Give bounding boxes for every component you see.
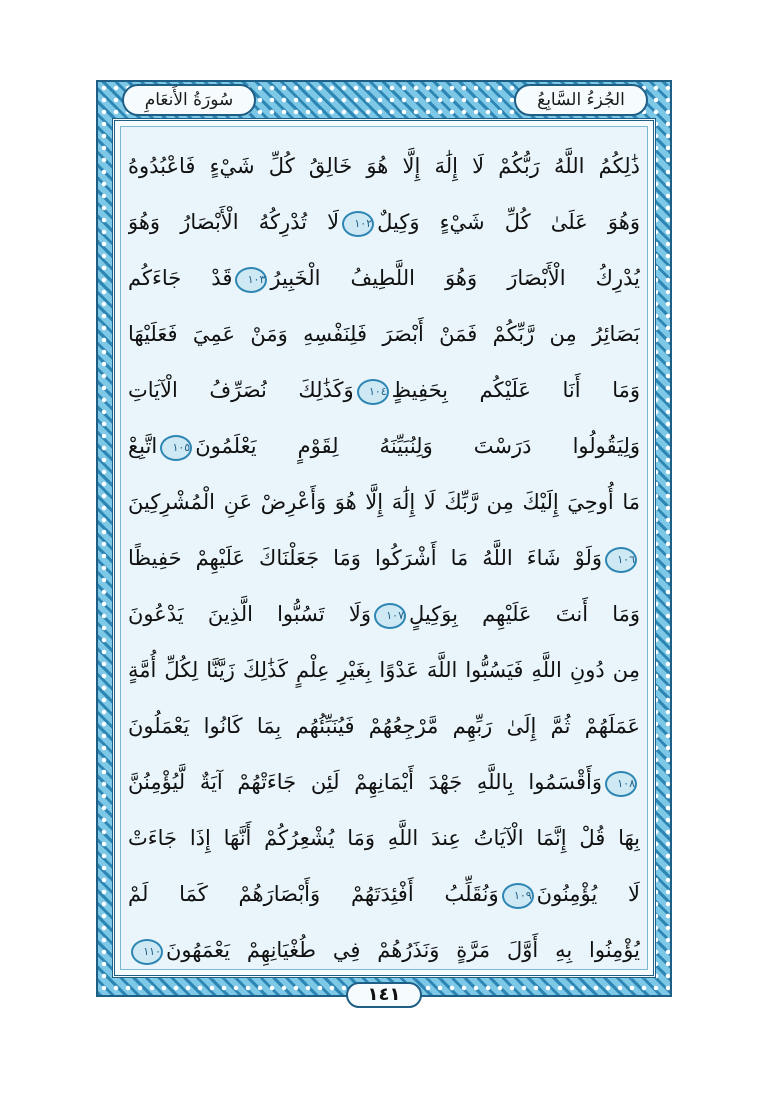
ayah-number-marker: ١٠٦ bbox=[605, 547, 637, 573]
verse-line bbox=[128, 474, 640, 530]
verse-text: يُدْرِكُ الْأَبْصَارَ وَهُوَ اللَّطِيفُ الْخَبِيرُ bbox=[270, 266, 640, 290]
ayah-number-marker: ١٠٢ bbox=[342, 211, 374, 237]
verse-line bbox=[128, 586, 640, 642]
verse-text: وَلَا تَسُبُّوا الَّذِينَ يَدْعُونَ bbox=[128, 602, 371, 626]
verse-text: وَهُوَ عَلَىٰ كُلِّ شَيْءٍ وَكِيلٌ bbox=[377, 210, 640, 234]
verse-text: مِن دُونِ اللَّهِ فَيَسُبُّوا اللَّهَ عَدْوًا بِغَيْرِ عِلْمٍ كَذَٰلِكَ زَيَّنَّا لِكُلِّ أُمَّةٍ bbox=[128, 658, 640, 682]
verse-line bbox=[128, 866, 640, 922]
juz-name-header: الجُزءُ السَّابِعُ bbox=[514, 84, 648, 116]
ayah-number-marker: ١٠٥ bbox=[160, 435, 192, 461]
verse-text: اتَّبِعْ bbox=[128, 434, 158, 458]
verse-text: مَا أُوحِيَ إِلَيْكَ مِن رَّبِّكَ لَا إِلَٰهَ إِلَّا هُوَ وَأَعْرِضْ عَنِ الْمُشْرِكِينَ bbox=[128, 490, 640, 514]
ayah-number-marker: ١٠٩ bbox=[502, 883, 534, 909]
verse-text: عَمَلَهُمْ ثُمَّ إِلَىٰ رَبِّهِم مَّرْجِعُهُمْ فَيُنَبِّئُهُم بِمَا كَانُوا يَعْمَلُونَ bbox=[128, 714, 640, 738]
verse-text: لَا تُدْرِكُهُ الْأَبْصَارُ وَهُوَ bbox=[128, 210, 340, 234]
verse-line bbox=[128, 138, 640, 194]
verse-line bbox=[128, 810, 640, 866]
verse-text: قَدْ جَاءَكُم bbox=[128, 266, 233, 290]
verse-line bbox=[128, 418, 640, 474]
verse-text: وَمَا أَنتَ عَلَيْهِم بِوَكِيلٍ bbox=[408, 602, 640, 626]
verse-text: وَأَقْسَمُوا بِاللَّهِ جَهْدَ أَيْمَانِهِمْ لَئِن جَاءَتْهُمْ آيَةٌ لَّيُؤْمِنُنَّ bbox=[128, 770, 602, 794]
ayah-number-marker: ١٠٤ bbox=[357, 379, 389, 405]
verse-text: بِهَا قُلْ إِنَّمَا الْآيَاتُ عِندَ اللَّهِ وَمَا يُشْعِرُكُمْ أَنَّهَا إِذَا جَاءَتْ bbox=[128, 826, 640, 850]
verse-text: يُؤْمِنُوا بِهِ أَوَّلَ مَرَّةٍ وَنَذَرُهُمْ فِي طُغْيَانِهِمْ يَعْمَهُونَ bbox=[166, 938, 640, 962]
surah-name-header: سُورَةُ الأَنعَامِ bbox=[122, 84, 256, 116]
verse-text: بَصَائِرُ مِن رَّبِّكُمْ فَمَنْ أَبْصَرَ فَلِنَفْسِهِ وَمَنْ عَمِيَ فَعَلَيْهَا bbox=[128, 322, 640, 346]
verse-text: وَنُقَلِّبُ أَفْئِدَتَهُمْ وَأَبْصَارَهُمْ كَمَا لَمْ bbox=[128, 882, 499, 906]
ayah-number-marker: ١٠٣ bbox=[235, 267, 267, 293]
verse-text: لَا يُؤْمِنُونَ bbox=[536, 882, 640, 906]
verse-text: ذَٰلِكُمُ اللَّهُ رَبُّكُمْ لَا إِلَٰهَ إِلَّا هُوَ خَالِقُ كُلِّ شَيْءٍ فَاعْبُدُوهُ bbox=[128, 154, 640, 178]
verse-line bbox=[128, 250, 640, 306]
verse-text: وَلَوْ شَاءَ اللَّهُ مَا أَشْرَكُوا وَمَا جَعَلْنَاكَ عَلَيْهِمْ حَفِيظًا bbox=[128, 546, 602, 570]
verse-line bbox=[128, 530, 640, 586]
verse-line bbox=[128, 754, 640, 810]
verse-text: وَمَا أَنَا عَلَيْكُم بِحَفِيظٍ bbox=[391, 378, 640, 402]
verse-line bbox=[128, 698, 640, 754]
verse-line bbox=[128, 922, 640, 978]
verse-line bbox=[128, 306, 640, 362]
verse-lines bbox=[128, 138, 640, 978]
page-number: ١٤١ bbox=[346, 982, 422, 1008]
ayah-number-marker: ١١٠ bbox=[131, 939, 163, 965]
verse-line bbox=[128, 642, 640, 698]
verse-line bbox=[128, 194, 640, 250]
verse-text: وَلِيَقُولُوا دَرَسْتَ وَلِنُبَيِّنَهُ لِقَوْمٍ يَعْلَمُونَ bbox=[195, 434, 640, 458]
ayah-number-marker: ١٠٧ bbox=[374, 603, 406, 629]
verse-text: وَكَذَٰلِكَ نُصَرِّفُ الْآيَاتِ bbox=[128, 378, 354, 402]
verse-line bbox=[128, 362, 640, 418]
ayah-number-marker: ١٠٨ bbox=[605, 771, 637, 797]
